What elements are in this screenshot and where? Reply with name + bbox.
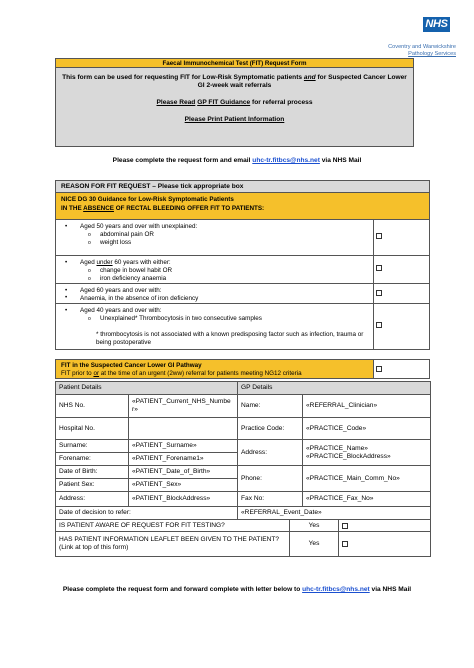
leaflet-checkbox[interactable] — [342, 541, 348, 547]
table-row — [56, 418, 431, 440]
forename-label: Forename: — [56, 453, 129, 466]
aware-yes-label: Yes — [290, 520, 339, 532]
bullet-icon: • — [65, 259, 68, 266]
sex-field[interactable]: «PATIENT_Sex» — [129, 479, 238, 492]
gp-address-label: Address: — [238, 440, 303, 466]
intro-text-b: for Suspected Cancer Lower GI 2-week wait referrals — [197, 74, 407, 89]
aware-question: IS PATIENT AWARE OF REQUEST FOR FIT TESTING? — [56, 520, 290, 532]
footer-after: via NHS Mail — [369, 586, 412, 593]
footer-before: Please complete the request form and forward complete with letter below to — [62, 586, 303, 593]
phone-field[interactable]: «PRACTICE_Main_Comm_No» — [303, 466, 431, 492]
dob-field[interactable]: «PATIENT_Date_of_Birth» — [129, 466, 238, 479]
bullet-icon: • — [65, 294, 68, 301]
print-info-line: Please Print Patient Information — [184, 116, 285, 123]
hospital-no-label: Hospital No. — [56, 418, 129, 440]
read-guidance-line — [56, 99, 413, 107]
table-row — [56, 492, 431, 507]
leaflet-question: HAS PATIENT INFORMATION LEAFLET BEEN GIVEN TO THE PATIENT? (Link at top of this form) — [56, 532, 290, 557]
gp-details-header: GP Details — [238, 382, 431, 395]
bullet-icon: • — [65, 287, 68, 294]
table-row — [56, 382, 431, 395]
footer-email-link[interactable]: uhc-tr.fitbcs@nhs.net — [302, 586, 370, 593]
aware-checkbox-cell — [339, 520, 431, 532]
table-row — [56, 520, 431, 532]
criterion-checkbox[interactable] — [376, 233, 382, 239]
aware-checkbox[interactable] — [342, 523, 348, 529]
address-field[interactable]: «PATIENT_BlockAddress» — [129, 492, 238, 507]
email-instruction — [0, 157, 474, 164]
criterion-checkbox[interactable] — [376, 290, 382, 296]
email-instruction-after: via NHS Mail — [319, 157, 362, 164]
criterion-checkbox[interactable] — [376, 322, 382, 328]
sex-label: Patient Sex: — [56, 479, 129, 492]
nhs-no-field[interactable]: «PATIENT_Current_NHS_Number» — [129, 395, 238, 418]
practice-code-label: Practice Code: — [238, 418, 303, 440]
trust-line-1: Coventry and Warwickshire — [388, 44, 456, 50]
footer-instruction — [0, 586, 474, 593]
phone-label: Phone: — [238, 466, 303, 492]
details-table — [55, 381, 431, 557]
surname-label: Surname: — [56, 440, 129, 453]
nice-header-line1: NICE DG 30 Guidance for Low-Risk Symptomatic Patients — [61, 196, 234, 203]
decision-date-label: Date of decision to refer: — [56, 507, 238, 520]
address-label: Address: — [56, 492, 129, 507]
trust-line-2: Pathology Services — [408, 51, 456, 57]
nhs-logo: NHS — [423, 17, 450, 32]
criterion-text: Aged under 60 years with either: o change in bowel habit OR o iron deficiency anaemia — [80, 259, 173, 282]
read-label: Please Read — [156, 99, 196, 106]
table-row — [56, 532, 431, 557]
email-instruction-before: Please complete the request form and email — [112, 157, 253, 164]
patient-details-header: Patient Details — [56, 382, 238, 395]
table-row — [56, 466, 431, 479]
table-row — [56, 440, 431, 453]
fit-pathway-line1: FIT in the Suspected Cancer Lower GI Pathway — [61, 362, 202, 369]
table-row — [56, 395, 431, 418]
fit-pathway-checkbox[interactable] — [376, 366, 382, 372]
gp-name-label: Name: — [238, 395, 303, 418]
leaflet-checkbox-cell — [339, 532, 431, 557]
forename-field[interactable]: «PATIENT_Forename1» — [129, 453, 238, 466]
reason-header: REASON FOR FIT REQUEST – Please tick appropriate box — [55, 180, 430, 193]
fit-pathway-row — [55, 359, 430, 379]
intro-and: and — [303, 74, 316, 81]
gp-name-field[interactable]: «REFERRAL_Clinician» — [303, 395, 431, 418]
leaflet-yes-label: Yes — [290, 532, 339, 557]
dob-label: Date of Birth: — [56, 466, 129, 479]
bullet-icon: • — [65, 223, 68, 230]
criterion-text: Aged 60 years and over with: Anaemia, in the absence of iron deficiency — [80, 287, 199, 302]
criterion-row — [55, 304, 430, 350]
criterion-text: Aged 40 years and over with: o Unexplained* Thrombocytosis in two consecutive samples * thrombocytosis is not associated with a known predisposing factor such as infection, trauma or being postoperative — [80, 307, 364, 346]
nice-header — [55, 193, 430, 220]
intro-box — [55, 68, 414, 147]
criterion-checkbox[interactable] — [376, 265, 382, 271]
fax-label: Fax No: — [238, 492, 303, 507]
criterion-row — [55, 284, 430, 304]
trust-name — [356, 44, 456, 58]
gp-fit-guidance-link[interactable]: GP FIT Guidance — [197, 99, 251, 106]
criterion-row — [55, 256, 430, 284]
form-title: Faecal Immunochemical Test (FIT) Request Form — [55, 58, 414, 68]
nice-header-line2: IN THE ABSENCE OF RECTAL BLEEDING OFFER FIT TO PATIENTS: — [61, 204, 265, 212]
criterion-text: Aged 50 years and over with unexplained: o abdominal pain OR o weight loss — [80, 223, 198, 246]
decision-date-field[interactable]: «REFERRAL_Event_Date» — [238, 507, 431, 520]
criterion-row — [55, 220, 430, 256]
fax-field[interactable]: «PRACTICE_Fax_No» — [303, 492, 431, 507]
fit-pathway-line2: FIT prior to or at the time of an urgent (2ww) referral for patients meeting NG12 criteria — [61, 369, 302, 377]
table-row — [56, 507, 431, 520]
surname-field[interactable]: «PATIENT_Surname» — [129, 440, 238, 453]
nhs-no-label: NHS No. — [56, 395, 129, 418]
read-suffix: for referral process — [250, 99, 313, 106]
practice-code-field[interactable]: «PRACTICE_Code» — [303, 418, 431, 440]
email-link[interactable]: uhc-tr.fitbcs@nhs.net — [252, 157, 320, 164]
intro-paragraph — [56, 74, 413, 90]
intro-text-a: This form can be used for requesting FIT for Low-Risk Symptomatic patients — [62, 74, 304, 81]
gp-address-field[interactable]: «PRACTICE_Name» «PRACTICE_BlockAddress» — [303, 440, 431, 466]
hospital-no-field[interactable] — [129, 418, 238, 440]
bullet-icon: • — [65, 307, 68, 314]
